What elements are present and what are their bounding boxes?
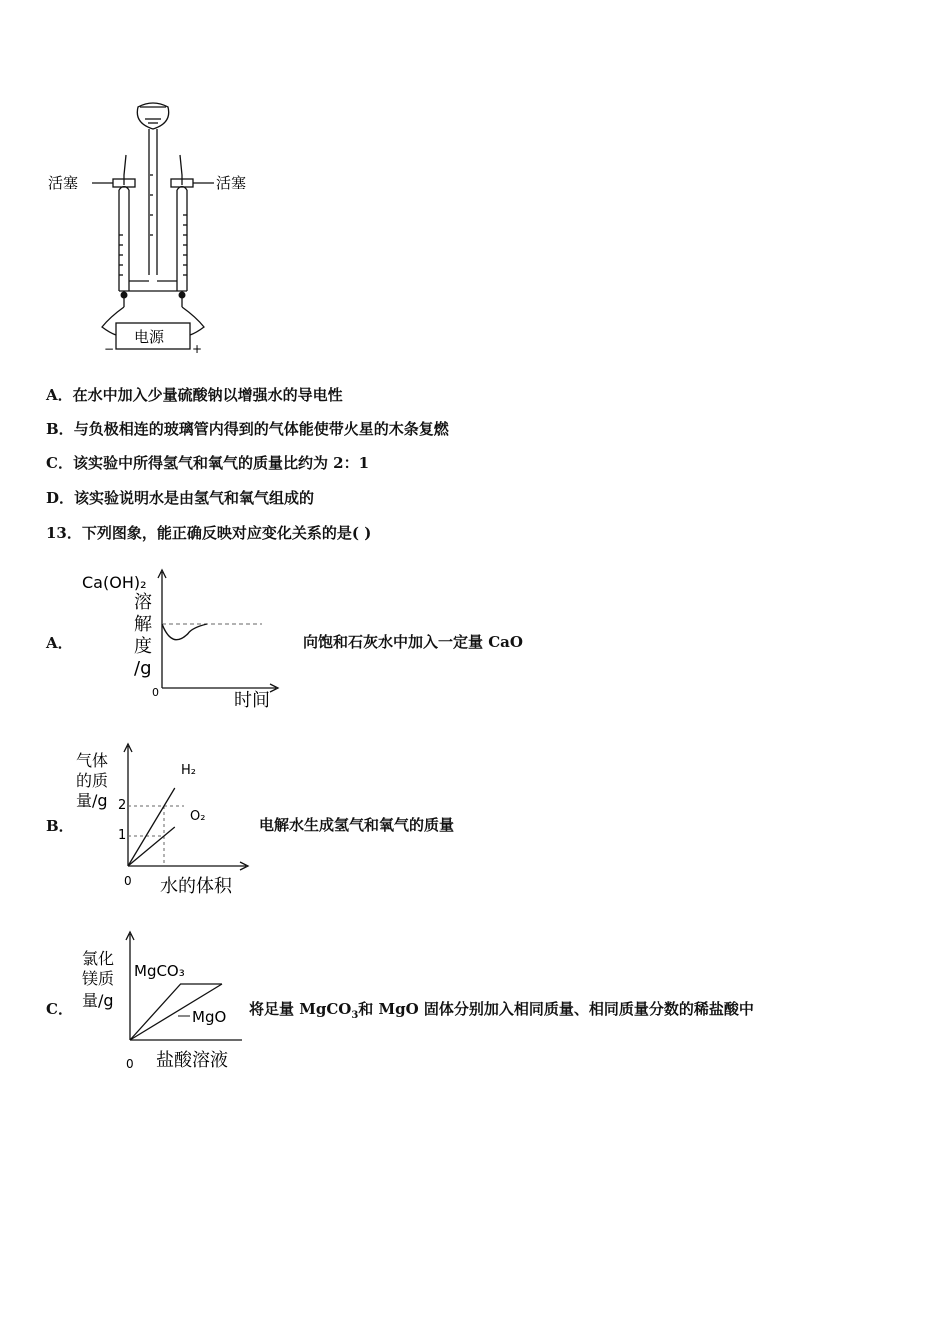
chart-a-ylabel-line: /g (134, 658, 152, 679)
option-text: 该实验中所得氢气和氧气的质量比约为 2：1 (72, 454, 370, 472)
chart-b-xlabel: 水的体积 (160, 876, 232, 897)
chart-a (78, 566, 288, 714)
chart-a-ylabel-line: Ca(OH)₂ (82, 573, 147, 592)
q13-option-b-letter: B． (46, 817, 74, 835)
chart-c-mgo-label: MgO (192, 1008, 227, 1026)
desc-text: 将足量 MgCO (249, 1000, 352, 1018)
chart-b-o2-label: O₂ (190, 809, 206, 824)
chart-c-ylabel-line: 量/g (82, 991, 114, 1010)
chart-b-ytick-2: 2 (118, 798, 127, 813)
stopcock-right-label: 活塞 (216, 174, 247, 192)
q13-option-c-desc (249, 998, 754, 1021)
chart-c-ylabel-line: 镁质 (82, 969, 115, 988)
chart-a-ylabel (82, 573, 152, 679)
chart-a-origin: 0 (152, 686, 159, 699)
chart-b-ylabel-line: 的质 (76, 771, 109, 790)
chart-a-xlabel: 时间 (234, 690, 270, 711)
desc-subscript: 3 (351, 1010, 359, 1021)
option-text: 在水中加入少量硫酸钠以增强水的导电性 (72, 386, 343, 404)
chart-c (80, 928, 250, 1076)
minus-sign: − (104, 342, 115, 356)
chart-b-o2-line (128, 827, 175, 866)
power-supply-label: 电源 (134, 328, 165, 346)
q13-option-a-letter: A． (46, 634, 73, 652)
option-letter: C． (46, 454, 73, 472)
q12-option-c (46, 453, 369, 473)
chart-b (74, 740, 254, 898)
question-13-stem: 13．下列图象，能正确反映对应变化关系的是( ) (46, 524, 372, 542)
electrolysis-apparatus (40, 95, 280, 365)
option-text: 与负极相连的玻璃管内得到的气体能使带火星的木条复燃 (73, 420, 449, 438)
chart-b-guides (128, 806, 184, 866)
q13-option-b-desc: 电解水生成氢气和氧气的质量 (259, 816, 455, 834)
chart-a-ylabel-line: 解 (134, 614, 152, 635)
stopcock-left-label: 活塞 (48, 174, 79, 192)
option-letter: A． (46, 386, 73, 404)
chart-c-ylabel-line: 氯化 (82, 949, 115, 968)
chart-c-origin: 0 (126, 1057, 134, 1071)
chart-b-ylabel-line: 量/g (76, 791, 108, 810)
desc-text: 和 MgO 固体分别加入相同质量、相同质量分数的稀盐酸中 (358, 1000, 754, 1018)
q12-option-b (46, 419, 449, 439)
chart-c-xlabel: 盐酸溶液 (156, 1050, 228, 1071)
chart-b-ylabel-line: 气体 (76, 751, 109, 770)
q13-option-c-letter: C． (46, 1000, 73, 1018)
plus-sign: + (192, 342, 203, 356)
option-letter: B． (46, 420, 74, 438)
option-text: 该实验说明水是由氢气和氧气组成的 (74, 489, 315, 507)
q13-option-a-desc: 向饱和石灰水中加入一定量 CaO (303, 633, 523, 651)
option-letter: D． (46, 489, 75, 507)
chart-b-origin: 0 (124, 874, 132, 888)
chart-b-h2-label: H₂ (181, 763, 196, 778)
chart-a-ylabel-line: 溶 (134, 592, 152, 613)
chart-b-ytick-1: 1 (118, 828, 127, 843)
chart-b-h2-line (128, 788, 175, 866)
q12-option-d (46, 488, 314, 508)
chart-a-solubility-curve (162, 624, 207, 640)
q12-option-a (46, 385, 343, 405)
chart-c-mgco3-label: MgCO₃ (134, 962, 185, 980)
chart-a-ylabel-line: 度 (134, 636, 152, 657)
